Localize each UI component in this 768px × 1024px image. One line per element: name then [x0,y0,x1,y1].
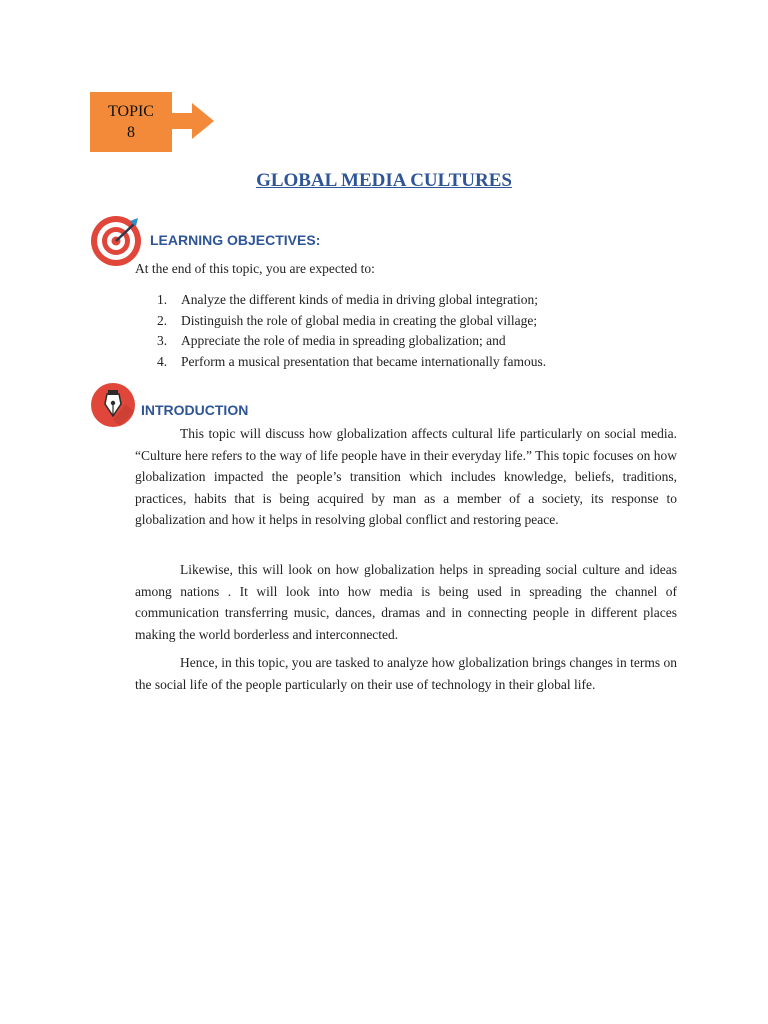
list-item [135,352,546,373]
list-item [135,331,546,352]
intro-paragraph-3: Hence, in this topic, you are tasked to analyze how globalization brings changes in terms on the social life of the people particularly on their use of technology in their global life. [135,655,677,692]
list-item-text: Distinguish the role of global media in creating the global village; [181,312,538,328]
pen-icon [90,382,136,428]
introduction-heading: INTRODUCTION [141,402,249,418]
list-item-number: 2. [157,312,168,328]
page-title: GLOBAL MEDIA CULTURES [256,170,512,191]
list-item-number: 4. [157,353,168,369]
list-item [135,311,546,332]
list-item-text: Analyze the different kinds of media in driving global integration; [181,292,539,307]
intro-paragraph-2: Likewise, this will look on how globalization helps in spreading social culture and ideas among nations . It will look into how media is being used in spreading the channel of communication transferring music, dances, dramas and in connecting people in different places making the world borderless and interconnected. [135,562,677,642]
topic-number: 8 [127,124,135,141]
arrow-right-icon [172,103,216,139]
objectives-intro: At the end of this topic, you are expected to: [135,261,375,276]
objectives-list [135,290,546,372]
list-item-text: Appreciate the role of media in spreading globalization; and [181,333,506,348]
topic-badge [90,92,172,152]
list-item-number: 3. [157,333,168,348]
intro-paragraph-1: This topic will discuss how globalization affects cultural life particularly on social media. “Culture here refers to the way of life people have in their everyday life.” This topic focuses on how globalization impacted the people’s transition which includes knowledge, beliefs, traditions, practices, habits that is being acquired by man as a member of a society, its response to globalization and how it helps in resolving global conflict and restoring peace. [135,426,677,527]
list-item-number: 1. [157,292,168,307]
list-item-text: Perform a musical presentation that became internationally famous. [181,353,547,369]
target-icon [90,215,142,267]
list-item [135,290,546,311]
topic-label: TOPIC [108,103,154,120]
objectives-heading: LEARNING OBJECTIVES: [150,232,321,248]
